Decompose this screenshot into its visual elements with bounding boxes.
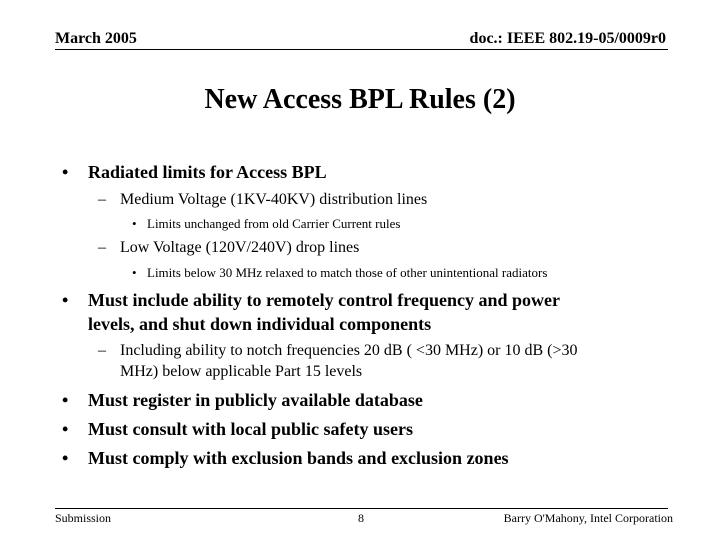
bullet-text: Must consult with local public safety users <box>88 419 414 439</box>
bullet-marker: • <box>62 162 69 182</box>
bullet-marker: • <box>62 390 69 410</box>
dash-marker: – <box>98 239 106 256</box>
footer-divider <box>55 508 668 509</box>
sub-bullet-text-line-2: MHz) below applicable Part 15 levels <box>120 363 363 380</box>
bullet-text: Radiated limits for Access BPL <box>88 162 327 182</box>
sub-sub-bullet-text: Limits below 30 MHz relaxed to match those of other unintentional radiators <box>147 265 548 280</box>
bullet-marker: • <box>132 265 137 280</box>
sub-bullet-text: Low Voltage (120V/240V) drop lines <box>120 239 360 256</box>
footer-author: Barry O'Mahony, Intel Corporation <box>503 511 673 525</box>
dash-marker: – <box>98 191 106 208</box>
sub-bullet-text: Medium Voltage (1KV-40KV) distribution lines <box>120 191 428 208</box>
slide-title: New Access BPL Rules (2) <box>204 84 516 115</box>
header-doc-id: doc.: IEEE 802.19-05/0009r0 <box>469 30 666 47</box>
bullet-marker: • <box>132 216 137 231</box>
header-divider <box>55 49 668 50</box>
bullet-marker: • <box>62 448 69 468</box>
bullet-text-line-1: Must include ability to remotely control frequency and power <box>88 290 560 310</box>
bullet-marker: • <box>62 290 69 310</box>
bullet-marker: • <box>62 419 69 439</box>
bullet-text-line-2: levels, and shut down individual components <box>88 314 432 334</box>
bullet-text: Must comply with exclusion bands and exclusion zones <box>88 448 509 468</box>
sub-sub-bullet-text: Limits unchanged from old Carrier Current rules <box>147 216 401 231</box>
dash-marker: – <box>98 342 106 359</box>
sub-bullet-text-line-1: Including ability to notch frequencies 20 dB ( <30 MHz) or 10 dB (>30 <box>120 342 578 359</box>
page-number: 8 <box>358 511 364 525</box>
header-date: March 2005 <box>55 30 137 47</box>
footer-submission: Submission <box>55 511 112 525</box>
bullet-text: Must register in publicly available database <box>88 390 423 410</box>
